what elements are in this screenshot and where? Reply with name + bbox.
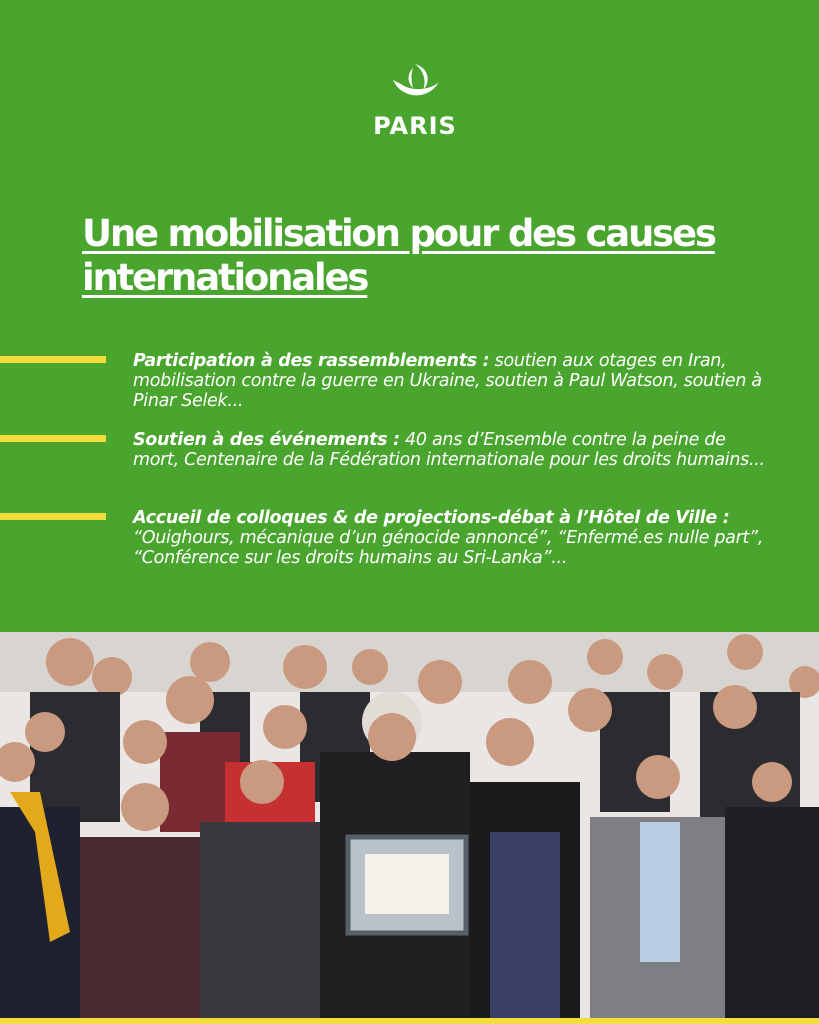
list-item xyxy=(133,351,773,411)
item-text: 40 ans d’Ensemble contre la peine de mort, Centenaire de la Fédération internationale pour les droits humains... xyxy=(133,430,765,470)
group-photo-illustration xyxy=(0,632,819,1018)
list-item xyxy=(133,430,773,470)
group-photo xyxy=(0,632,819,1018)
page-title: Une mobilisation pour des causes internationales xyxy=(82,212,715,299)
item-text: “Ouighours, mécanique d’un génocide annoncé”, “Enfermé.es nulle part”, “Conférence sur les droits humains au Sri-Lanka”... xyxy=(133,528,764,568)
item-heading: Participation à des rassemblements : xyxy=(133,351,490,371)
accent-bar xyxy=(0,356,106,363)
list-item xyxy=(133,508,773,568)
logo-wordmark: PARIS xyxy=(373,112,457,140)
item-heading: Soutien à des événements : xyxy=(133,430,400,450)
bottom-accent-strip xyxy=(0,1018,819,1024)
item-heading: Accueil de colloques & de projections-débat à l’Hôtel de Ville : xyxy=(133,508,730,528)
item-text: soutien aux otages en Iran, mobilisation contre la guerre en Ukraine, soutien à Paul Watson, soutien à Pinar Selek... xyxy=(133,351,762,411)
paris-ship-icon xyxy=(387,60,443,110)
accent-bar xyxy=(0,513,106,520)
accent-bar xyxy=(0,435,106,442)
paris-logo xyxy=(370,60,460,140)
